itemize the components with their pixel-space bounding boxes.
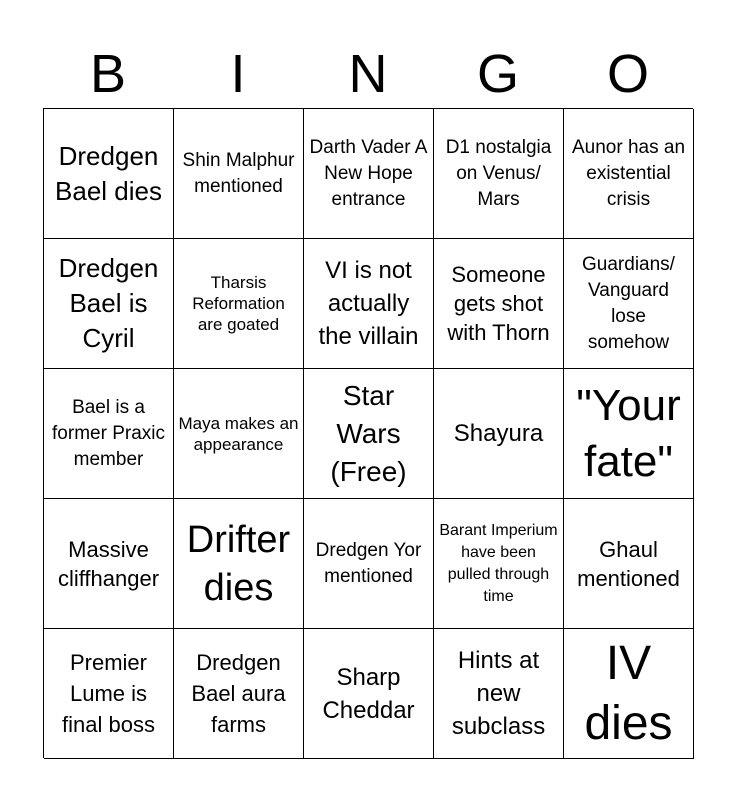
header-letter-b: B (89, 44, 127, 104)
bingo-cell[interactable] (304, 239, 434, 369)
cell-text: Guardians/ Vanguard lose somehow (582, 253, 675, 353)
cell-text: VI is not actually the villain (318, 257, 419, 350)
bingo-cell[interactable] (434, 629, 564, 759)
cell-text: Bael is a former Praxic member (52, 396, 165, 470)
cell-text: Drifter dies (186, 518, 291, 609)
header-letter-i: I (230, 44, 246, 104)
cell-text: Dredgen Bael aura farms (191, 650, 286, 737)
cell-text: Shayura (453, 420, 544, 447)
cell-text: Dredgen Yor mentioned (315, 539, 422, 587)
cell-text: Star Wars (Free) (330, 379, 407, 487)
bingo-cell[interactable] (304, 629, 434, 759)
bingo-cell[interactable] (44, 499, 174, 629)
bingo-cell[interactable] (564, 629, 694, 759)
cell-text: Tharsis Reformation are goated (192, 273, 285, 334)
bingo-cell[interactable] (564, 239, 694, 369)
bingo-cell[interactable] (174, 239, 304, 369)
cell-text: Maya makes an appearance (178, 413, 299, 454)
bingo-cell[interactable] (434, 499, 564, 629)
bingo-cell[interactable] (174, 369, 304, 499)
cell-text: Dredgen Bael is Cyril (58, 253, 159, 353)
bingo-cell[interactable] (564, 369, 694, 499)
cell-text: D1 nostalgia on Venus/ Mars (445, 136, 552, 210)
bingo-cell[interactable] (174, 629, 304, 759)
bingo-cell[interactable] (564, 109, 694, 239)
header-letter-o: O (606, 44, 649, 104)
bingo-cell[interactable] (434, 109, 564, 239)
cell-text: Darth Vader A New Hope entrance (309, 136, 428, 210)
cell-text: Barant Imperium have been pulled through time (439, 521, 558, 605)
cell-text: Ghaul mentioned (577, 536, 680, 591)
bingo-cell[interactable] (564, 499, 694, 629)
bingo-cell[interactable] (44, 369, 174, 499)
cell-text: Dredgen Bael dies (55, 140, 162, 206)
cell-text: Someone gets shot with Thorn (447, 262, 550, 345)
bingo-card (43, 108, 693, 758)
bingo-cell[interactable] (44, 239, 174, 369)
cell-text: Massive cliffhanger (57, 536, 160, 591)
bingo-cell[interactable] (44, 629, 174, 759)
bingo-cell[interactable] (434, 239, 564, 369)
cell-text: Aunor has an existential crisis (571, 136, 686, 210)
bingo-cell[interactable] (174, 499, 304, 629)
header-letter-n: N (348, 44, 388, 104)
bingo-cell[interactable] (304, 499, 434, 629)
cell-text: Premier Lume is final boss (62, 650, 155, 737)
bingo-cell[interactable] (304, 109, 434, 239)
cell-text: IV dies (584, 636, 673, 750)
bingo-cell[interactable] (174, 109, 304, 239)
header-letter-g: G (476, 44, 519, 104)
bingo-header (43, 40, 693, 108)
bingo-cell[interactable] (304, 369, 434, 499)
cell-text: "Your fate" (576, 380, 681, 486)
cell-text: Shin Malphur mentioned (182, 149, 295, 197)
cell-text: Sharp Cheddar (322, 663, 415, 724)
cell-text: Hints at new subclass (451, 647, 546, 740)
bingo-cell[interactable] (44, 109, 174, 239)
bingo-cell[interactable] (434, 369, 564, 499)
